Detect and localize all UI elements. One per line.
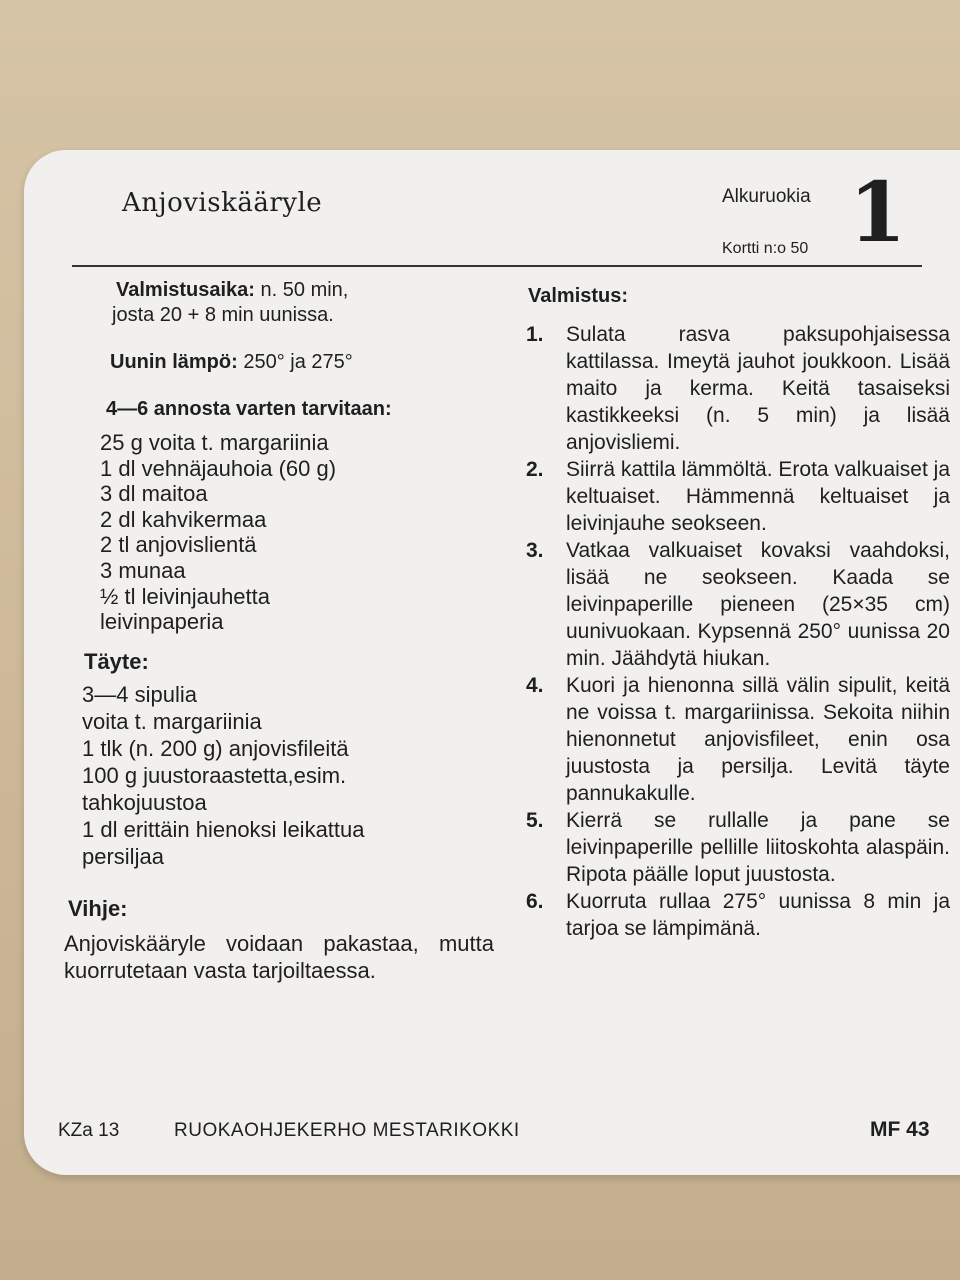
servings-heading: 4—6 annosta varten tarvitaan: bbox=[106, 398, 392, 420]
step-text: Kuorruta rullaa 275° uunissa 8 min ja tarjoa se lämpimänä. bbox=[566, 890, 950, 940]
ingredient-item: 2 dl kahvikermaa bbox=[100, 506, 267, 532]
ingredient-item: 3 munaa bbox=[100, 557, 186, 583]
step-text: Kierrä se rullalle ja pane se leivinpaperille pellille liitoskohta alaspäin. Ripota päälle loput juustosta. bbox=[566, 809, 950, 886]
prep-time-label: Valmistusaika: bbox=[116, 279, 255, 301]
ingredient-item: 1 dl vehnäjauhoia (60 g) bbox=[100, 455, 337, 481]
instruction-step bbox=[520, 807, 950, 888]
prep-time-detail: josta 20 + 8 min uunissa. bbox=[112, 304, 334, 326]
ingredient-item: ½ tl leivinjauhetta bbox=[100, 583, 270, 609]
step-text: Sulata rasva paksupohjaisessa kattilassa. Imeytä jauhot joukkoon. Lisää maito ja kerma. Keitä tasaiseksi kastikkeeksi (n. 5 min) ja lisää anjovisliemi. bbox=[566, 323, 950, 454]
filling-list bbox=[82, 681, 482, 870]
filling-item: 1 dl erittäin hienoksi leikattua bbox=[82, 816, 365, 842]
step-number: 4. bbox=[526, 674, 544, 697]
recipe-card bbox=[24, 150, 960, 1175]
step-text: Siirrä kattila lämmöltä. Erota valkuaiset ja keltuaiset. Hämmennä keltuaiset ja leivinjauhe seokseen. bbox=[566, 458, 950, 535]
oven-value: 250° ja 275° bbox=[237, 351, 353, 373]
ingredient-list bbox=[100, 430, 482, 635]
ingredients-column bbox=[62, 278, 494, 984]
step-text: Kuori ja hienonna sillä välin sipulit, keitä ne voissa t. margariinissa. Sekoita niihin hienonnetut anjovisfileet, enin osa juustosta ja persilja. Levitä täyte pannukakulle. bbox=[566, 674, 950, 805]
header-divider bbox=[72, 265, 922, 267]
step-number: 3. bbox=[526, 539, 544, 562]
prep-time bbox=[116, 278, 482, 303]
ingredient-item: 25 g voita t. margariinia bbox=[100, 430, 329, 455]
instructions-column bbox=[520, 278, 950, 942]
step-number: 1. bbox=[526, 323, 544, 346]
step-text: Vatkaa valkuaiset kovaksi vaahdoksi, lisää ne seokseen. Kaada se leivinpaperille pieneen (25×35 cm) uunivuokaan. Kypsennä 250° uunissa 20 min. Jäähdytä hiukan. bbox=[566, 539, 950, 670]
step-number: 5. bbox=[526, 809, 544, 832]
instructions-heading: Valmistus: bbox=[528, 285, 629, 307]
filling-item: voita t. margariinia bbox=[82, 708, 262, 734]
category-number: 1 bbox=[849, 165, 907, 261]
instruction-steps bbox=[520, 321, 950, 942]
instruction-step bbox=[520, 537, 950, 672]
filling-item: 3—4 sipulia bbox=[82, 681, 197, 707]
ingredient-item: leivinpaperia bbox=[100, 609, 224, 635]
filling-heading: Täyte: bbox=[84, 648, 149, 674]
filling-item: tahkojuustoa bbox=[82, 789, 207, 815]
instruction-step bbox=[520, 321, 950, 456]
ingredient-item: 2 tl anjovislientä bbox=[100, 532, 257, 558]
step-number: 2. bbox=[526, 458, 544, 481]
category-label: Alkuruokia bbox=[722, 186, 811, 207]
ingredient-item: 3 dl maitoa bbox=[100, 481, 208, 507]
filling-item: persiljaa bbox=[82, 843, 164, 869]
prep-time-value: n. 50 min, bbox=[254, 279, 349, 301]
step-number: 6. bbox=[526, 890, 544, 913]
filling-item: 1 tlk (n. 200 g) anjovisfileitä bbox=[82, 735, 349, 761]
recipe-title: Anjoviskääryle bbox=[122, 188, 323, 218]
footer-series: MF 43 bbox=[870, 1118, 930, 1141]
footer-code: KZa 13 bbox=[58, 1120, 120, 1141]
tip-text: Anjoviskääryle voidaan pakastaa, mutta kuorrutetaan vasta tarjoiltaessa. bbox=[64, 930, 494, 983]
oven-label: Uunin lämpö: bbox=[110, 351, 238, 373]
footer-publisher: RUOKAOHJEKERHO MESTARIKOKKI bbox=[174, 1120, 520, 1141]
card-number: Kortti n:o 50 bbox=[722, 240, 809, 257]
instruction-step bbox=[520, 672, 950, 807]
instruction-step bbox=[520, 888, 950, 942]
tip-heading: Vihje: bbox=[68, 895, 128, 921]
oven-temperature bbox=[110, 350, 482, 375]
filling-item: 100 g juustoraastetta,esim. bbox=[82, 762, 347, 788]
instruction-step bbox=[520, 456, 950, 537]
